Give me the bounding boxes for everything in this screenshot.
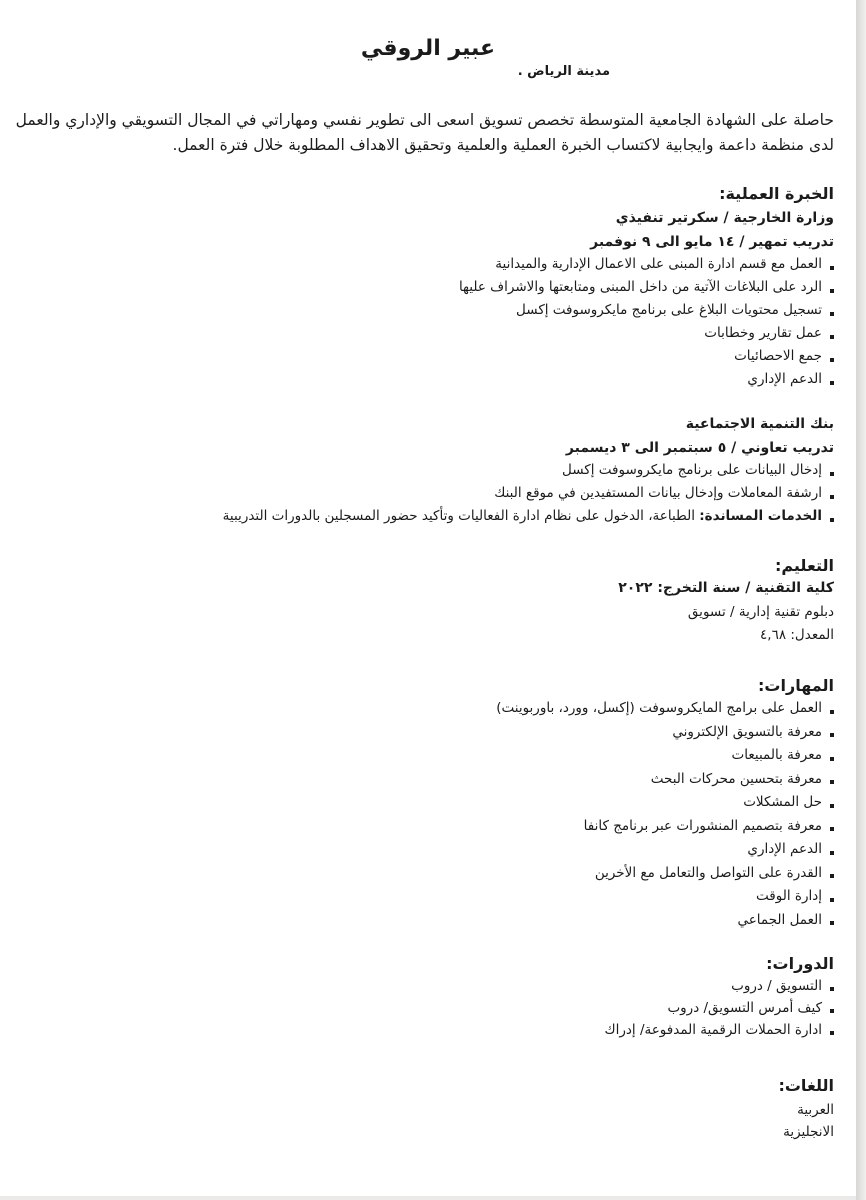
bullet-icon (830, 1009, 834, 1013)
list-item: القدرة على التواصل والتعامل مع الأخرين (496, 865, 834, 889)
experience-heading: الخبرة العملية: (719, 184, 834, 203)
language-item: الانجليزية (783, 1124, 834, 1140)
languages-heading: اللغات: (778, 1076, 834, 1095)
job-1-org: وزارة الخارجية / سكرتير تنفيذي (615, 210, 834, 226)
education-degree: دبلوم تقنية إدارية / تسويق (687, 604, 834, 620)
bullet-icon (830, 827, 834, 831)
list-item: الرد على البلاغات الآتية من داخل المبنى ومتابعتها والاشراف عليها (459, 279, 834, 302)
list-item: العمل الجماعي (496, 912, 834, 936)
bullet-icon (830, 495, 834, 499)
bullet-icon (830, 898, 834, 902)
education-heading: التعليم: (774, 556, 834, 575)
education-gpa: المعدل: ٤,٦٨ (760, 627, 834, 643)
list-item: ارشفة المعاملات وإدخال بيانات المستفيدين في موقع البنك (223, 485, 834, 508)
cv-name: عبير الروقي (360, 36, 496, 61)
cv-summary: حاصلة على الشهادة الجامعية المتوسطة تخصص تسويق اسعى الى تطوير نفسي ومهاراتي في المجال التسويقي والإداري والعمل لدى منظمة داعمة وايجابية لاكتساب الخبرة العملية والعلمية وتحقيق الاهداف المطلوبة خلال فترة العمل. (15, 111, 834, 154)
list-item: تسجيل محتويات البلاغ على برنامج مايكروسوفت إكسل (459, 302, 834, 325)
list-item: معرفة بالمبيعات (496, 747, 834, 771)
list-item: كيف أمرس التسويق/ دروب (605, 1000, 834, 1022)
bullet-icon (830, 1031, 834, 1035)
bullet-icon (830, 987, 834, 991)
language-item: العربية (797, 1102, 834, 1118)
bullet-icon (830, 757, 834, 761)
list-item: التسويق / دروب (605, 978, 834, 1000)
list-item: العمل مع قسم ادارة المبنى على الاعمال الإدارية والميدانية (459, 256, 834, 279)
bullet-icon (830, 780, 834, 784)
bullet-icon (830, 921, 834, 925)
bullet-icon (830, 710, 834, 714)
list-item: معرفة بتحسين محركات البحث (496, 771, 834, 795)
list-item: حل المشكلات (496, 794, 834, 818)
bullet-icon (830, 851, 834, 855)
list-item: عمل تقارير وخطابات (459, 325, 834, 348)
job-2-period: تدريب تعاوني / ٥ سبتمبر الى ٣ ديسمبر (565, 440, 834, 456)
bullet-icon (830, 518, 834, 522)
list-item: إدارة الوقت (496, 888, 834, 912)
support-text: الطباعة، الدخول على نظام ادارة الفعاليات وتأكيد حضور المسجلين بالدورات التدريبية (222, 508, 695, 524)
skills-heading: المهارات: (758, 676, 834, 695)
bullet-icon (830, 733, 834, 737)
list-item (223, 508, 834, 531)
bullet-icon (830, 358, 834, 362)
job-2-tasks (223, 462, 834, 531)
page-edge-shadow (856, 0, 866, 1200)
courses-heading: الدورات: (766, 954, 834, 973)
list-item: معرفة بتصميم المنشورات عبر برنامج كانفا (496, 818, 834, 842)
list-item: جمع الاحصائيات (459, 348, 834, 371)
list-item: العمل على برامج المايكروسوفت (إكسل، وورد، باوربوينت) (496, 700, 834, 724)
job-2-org: بنك التنمية الاجتماعية (685, 416, 834, 432)
support-label: الخدمات المساندة: (699, 508, 822, 524)
bullet-icon (830, 472, 834, 476)
education-college: كلية التقنية / سنة التخرج: ٢٠٢٢ (618, 580, 834, 596)
courses-list (605, 978, 834, 1044)
list-item: معرفة بالتسويق الإلكتروني (496, 724, 834, 748)
bullet-icon (830, 289, 834, 293)
cv-city: مدينة الرياض . (517, 64, 610, 79)
bullet-icon (830, 804, 834, 808)
bullet-icon (830, 381, 834, 385)
list-item: إدخال البيانات على برنامج مايكروسوفت إكسل (223, 462, 834, 485)
bullet-icon (830, 266, 834, 270)
skills-list (496, 700, 834, 935)
list-item: الدعم الإداري (459, 371, 834, 394)
job-1-tasks (459, 256, 834, 394)
list-item: ادارة الحملات الرقمية المدفوعة/ إدراك (605, 1022, 834, 1044)
bullet-icon (830, 312, 834, 316)
bullet-icon (830, 335, 834, 339)
job-1-period: تدريب تمهير / ١٤ مايو الى ٩ نوفمبر (590, 234, 834, 250)
list-item: الدعم الإداري (496, 841, 834, 865)
bullet-icon (830, 874, 834, 878)
